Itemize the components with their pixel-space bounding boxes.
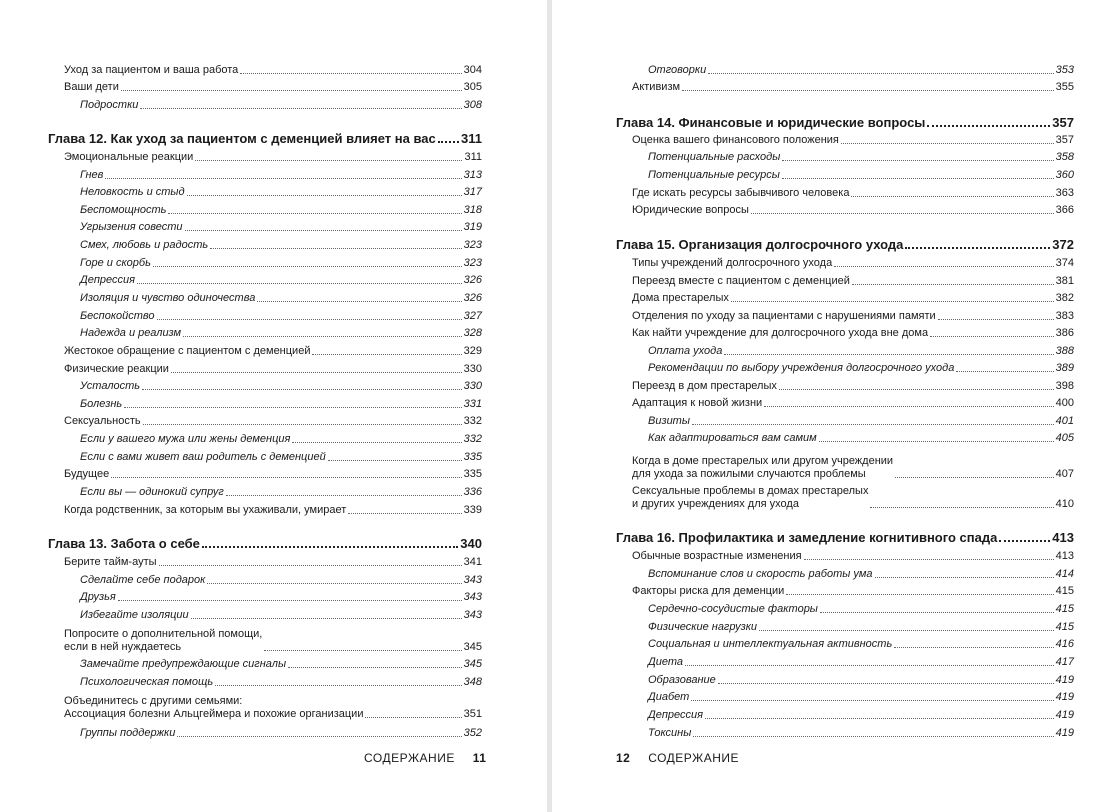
dot-leader [202,546,458,548]
entry-page-number: 353 [1055,64,1074,76]
chapter-heading [616,237,1074,252]
entry-page-number: 415 [1055,603,1074,615]
toc-entry [616,397,1074,410]
entry-title: Юридические вопросы [632,204,749,216]
entry-page-number: 335 [463,468,482,480]
dot-leader [240,73,461,74]
entry-title: Замечайте предупреждающие сигналы [80,658,287,670]
dot-leader [312,354,461,355]
dot-leader [875,577,1054,578]
dot-leader [927,125,1050,127]
entry-page-number: 416 [1055,638,1074,650]
entry-title: Избегайте изоляции [80,609,189,621]
entry-page-number: 326 [463,292,482,304]
dot-leader [159,565,462,566]
dot-leader [804,559,1054,560]
entry-title: Визиты [648,415,690,427]
dot-leader [191,618,462,619]
entry-title: Надежда и реализм [80,327,182,339]
entry-page-number: 339 [463,504,482,516]
toc-entry [616,81,1074,94]
entry-page-number: 343 [463,609,482,621]
toc-entry [48,398,482,411]
entry-page-number: 419 [1055,727,1074,739]
entry-title: Если вы — одинокий супруг [80,486,224,498]
entry-title: Когда в доме престарелых или другом учреждении для ухода за пожилыми случаются проблемы [632,455,894,480]
dot-leader [764,406,1053,407]
entry-page-number: 348 [463,676,482,688]
toc-entry [48,204,482,217]
dot-leader [894,647,1053,648]
entry-title: Уход за пациентом и ваша работа [64,64,239,76]
toc-entry [48,257,482,270]
entry-title: Типы учреждений долгосрочного ухода [632,257,833,269]
toc-entry [48,556,482,569]
entry-page-number: 383 [1055,310,1074,322]
entry-page-number: 335 [463,451,482,463]
dot-leader [264,650,461,651]
dot-leader [956,371,1053,372]
toc-entry [616,568,1074,581]
toc-entry [616,134,1074,147]
entry-title: Диабет [648,691,690,703]
entry-page-number: 413 [1052,530,1074,545]
dot-leader [841,143,1054,144]
entry-title: Отделения по уходу за пациентами с нарушениями памяти [632,310,936,322]
entry-page-number: 323 [463,257,482,269]
page-number: 11 [472,751,487,765]
entry-page-number: 331 [463,398,482,410]
toc-entry [48,292,482,305]
entry-title: Глава 13. Забота о себе [48,536,200,551]
dot-leader [438,141,459,143]
entry-page-number: 410 [1055,498,1074,510]
entry-page-number: 343 [463,574,482,586]
page-number: 12 [616,751,631,765]
entry-title: Депрессия [648,709,704,721]
toc-entry [48,433,482,446]
entry-title: Болезнь [80,398,123,410]
entry-page-number: 382 [1055,292,1074,304]
entry-title: Гнев [80,169,104,181]
entry-page-number: 329 [463,345,482,357]
entry-page-number: 341 [463,556,482,568]
dot-leader [751,213,1054,214]
entry-title: Эмоциональные реакции [64,151,194,163]
dot-leader [938,319,1054,320]
entry-title: Неловкость и стыд [80,186,185,198]
entry-title: Оплата ухода [648,345,723,357]
entry-page-number: 319 [463,221,482,233]
entry-page-number: 358 [1055,151,1074,163]
entry-title: Попросите о дополнительной помощи, если в ней нуждаетесь [64,628,263,653]
toc-entry [48,151,482,164]
entry-page-number: 372 [1052,237,1074,252]
toc-entry [616,327,1074,340]
entry-title: Ваши дети [64,81,119,93]
entry-title: Друзья [80,591,116,603]
dot-leader [782,178,1054,179]
entry-title: Переезд в дом престарелых [632,380,777,392]
entry-title: Глава 15. Организация долгосрочного ухода [616,237,904,252]
toc-entry [616,204,1074,217]
entry-page-number: 345 [463,658,482,670]
dot-leader [759,630,1054,631]
entry-title: Объединитесь с другими семьями: Ассоциация болезни Альцгеймера и похожие организации [64,695,364,720]
entry-page-number: 414 [1055,568,1074,580]
entry-title: Обычные возрастные изменения [632,550,802,562]
dot-leader [708,73,1053,74]
entry-page-number: 336 [463,486,482,498]
toc-entry [48,274,482,287]
entry-page-number: 419 [1055,709,1074,721]
entry-page-number: 340 [460,536,482,551]
entry-page-number: 389 [1055,362,1074,374]
dot-leader [786,594,1053,595]
entry-page-number: 415 [1055,621,1074,633]
entry-page-number: 328 [463,327,482,339]
dot-leader [692,424,1054,425]
dot-leader [691,700,1053,701]
toc-entry [48,186,482,199]
toc-entry [48,628,482,654]
entry-title: Когда родственник, за которым вы ухаживали, умирает [64,504,347,516]
right-page [552,0,1103,812]
toc-entry [48,380,482,393]
entry-title: Сексуальные проблемы в домах престарелых и других учреждениях для ухода [632,485,869,510]
toc-entry [616,187,1074,200]
entry-title: Факторы риска для деменции [632,585,785,597]
entry-page-number: 311 [461,131,482,146]
toc-entry [616,621,1074,634]
entry-title: Если с вами живет ваш родитель с деменцией [80,451,326,463]
entry-page-number: 318 [463,204,482,216]
entry-title: Вспоминание слов и скорость работы ума [648,568,873,580]
entry-page-number: 388 [1055,345,1074,357]
dot-leader [168,213,461,214]
dot-leader [782,160,1053,161]
entry-title: Социальная и интеллектуальная активность [648,638,893,650]
entry-title: Подростки [80,99,139,111]
entry-page-number: 332 [463,415,482,427]
entry-page-number: 311 [464,151,482,163]
entry-page-number: 366 [1055,204,1074,216]
entry-title: Переезд вместе с пациентом с деменцией [632,275,850,287]
dot-leader [834,266,1053,267]
toc-entry [48,468,482,481]
toc-entry [616,432,1074,445]
entry-page-number: 355 [1055,81,1074,93]
toc-entry [48,574,482,587]
entry-page-number: 360 [1055,169,1074,181]
entry-title: Жестокое обращение с пациентом с деменцией [64,345,311,357]
dot-leader [157,319,462,320]
dot-leader [693,736,1053,737]
entry-title: Беспокойство [80,310,155,322]
toc-entry [48,695,482,721]
dot-leader [851,196,1053,197]
chapter-heading [616,115,1074,130]
entry-title: Горе и скорбь [80,257,151,269]
toc-entry [48,415,482,428]
dot-leader [930,336,1054,337]
entry-title: Токсины [648,727,692,739]
dot-leader [185,230,462,231]
entry-title: Физические реакции [64,363,169,375]
toc-entry [48,64,482,77]
toc-entry [616,674,1074,687]
left-page [0,0,547,812]
entry-title: Оценка вашего финансового положения [632,134,839,146]
toc-entry [616,691,1074,704]
dot-leader [852,284,1054,285]
entry-title: Потенциальные ресурсы [648,169,780,181]
toc-entry [616,64,1074,77]
dot-leader [365,717,461,718]
entry-page-number: 330 [463,363,482,375]
toc-entry [48,221,482,234]
entry-title: Образование [648,674,716,686]
toc-entry [616,638,1074,651]
dot-leader [870,507,1053,508]
entry-page-number: 398 [1055,380,1074,392]
dot-leader [226,495,462,496]
entry-title: Берите тайм-ауты [64,556,157,568]
entry-page-number: 374 [1055,257,1074,269]
entry-page-number: 400 [1055,397,1074,409]
entry-title: Психологическая помощь [80,676,214,688]
dot-leader [682,90,1054,91]
toc-entry [616,275,1074,288]
toc-entry [616,550,1074,563]
entry-title: Глава 12. Как уход за пациентом с деменцией влияет на вас [48,131,436,146]
toc-entry [48,727,482,740]
entry-title: Беспомощность [80,204,167,216]
toc-entry [48,239,482,252]
dot-leader [905,247,1050,249]
entry-page-number: 417 [1055,656,1074,668]
dot-leader [820,612,1054,613]
dot-leader [121,90,462,91]
toc-entry [48,363,482,376]
entry-title: Как адаптироваться вам самим [648,432,817,444]
toc-entry [616,345,1074,358]
toc-entry [616,257,1074,270]
entry-title: Смех, любовь и радость [80,239,209,251]
entry-page-number: 419 [1055,674,1074,686]
entry-title: Адаптация к новой жизни [632,397,763,409]
entry-title: Депрессия [80,274,136,286]
dot-leader [257,301,461,302]
toc-entry [616,656,1074,669]
chapter-heading [48,131,482,146]
dot-leader [143,424,462,425]
dot-leader [142,389,462,390]
entry-page-number: 401 [1055,415,1074,427]
entry-title: Усталость [80,380,141,392]
toc-entry [616,709,1074,722]
page-footer-left [364,751,486,765]
entry-title: Угрызения совести [80,221,183,233]
entry-page-number: 305 [463,81,482,93]
dot-leader [718,683,1054,684]
toc-entry [48,345,482,358]
chapter-heading [616,530,1074,545]
toc-entry [48,504,482,517]
entry-title: Отговорки [648,64,707,76]
entry-page-number: 343 [463,591,482,603]
toc-entry [616,362,1074,375]
toc-entry [48,658,482,671]
entry-page-number: 363 [1055,187,1074,199]
toc-entry [48,676,482,689]
entry-page-number: 405 [1055,432,1074,444]
entry-page-number: 407 [1055,468,1074,480]
entry-page-number: 330 [463,380,482,392]
dot-leader [111,477,461,478]
entry-title: Будущее [64,468,110,480]
dot-leader [124,407,461,408]
dot-leader [171,372,462,373]
dot-leader [328,460,462,461]
toc-entry [616,380,1074,393]
toc-entry [616,310,1074,323]
entry-title: Глава 16. Профилактика и замедление когнитивного спада [616,530,998,545]
dot-leader [153,266,462,267]
dot-leader [292,442,461,443]
dot-leader [207,583,461,584]
entry-page-number: 351 [463,708,482,720]
dot-leader [348,513,461,514]
toc-entry [48,81,482,94]
toc-entry [48,327,482,340]
toc-entry [616,415,1074,428]
toc-entry [616,485,1074,511]
entry-title: Сделайте себе подарок [80,574,206,586]
entry-page-number: 415 [1055,585,1074,597]
entry-page-number: 317 [463,186,482,198]
entry-title: Сексуальность [64,415,141,427]
toc-entry [48,169,482,182]
entry-title: Диета [648,656,684,668]
entry-page-number: 308 [463,99,482,111]
dot-leader [705,718,1054,719]
entry-page-number: 326 [463,274,482,286]
entry-title: Потенциальные расходы [648,151,781,163]
entry-page-number: 419 [1055,691,1074,703]
entry-title: Где искать ресурсы забывчивого человека [632,187,850,199]
entry-page-number: 386 [1055,327,1074,339]
toc-entry [48,486,482,499]
toc-entry [616,727,1074,740]
toc-entry [48,99,482,112]
dot-leader [999,540,1050,542]
toc-entry [48,591,482,604]
entry-title: Как найти учреждение для долгосрочного ухода вне дома [632,327,929,339]
dot-leader [210,248,461,249]
toc-entry [616,603,1074,616]
dot-leader [183,336,462,337]
dot-leader [895,477,1054,478]
dot-leader [177,736,461,737]
entry-page-number: 352 [463,727,482,739]
chapter-heading [48,536,482,551]
dot-leader [118,600,462,601]
footer-label: СОДЕРЖАНИЕ [364,751,455,765]
entry-title: Сердечно-сосудистые факторы [648,603,818,615]
entry-page-number: 357 [1052,115,1074,130]
dot-leader [105,178,461,179]
entry-title: Физические нагрузки [648,621,758,633]
entry-title: Если у вашего мужа или жены деменция [80,433,291,445]
dot-leader [685,665,1054,666]
entry-page-number: 357 [1055,134,1074,146]
dot-leader [215,685,462,686]
entry-title: Рекомендации по выбору учреждения долгосрочного ухода [648,362,955,374]
dot-leader [819,441,1054,442]
toc-entry [616,151,1074,164]
dot-leader [187,195,462,196]
dot-leader [731,301,1054,302]
entry-title: Активизм [632,81,681,93]
dot-leader [195,160,462,161]
toc-entry [616,585,1074,598]
toc-entry [48,310,482,323]
dot-leader [779,389,1054,390]
entry-title: Дома престарелых [632,292,729,304]
entry-title: Группы поддержки [80,727,176,739]
toc-entry [616,455,1074,481]
entry-page-number: 323 [463,239,482,251]
entry-title: Глава 14. Финансовые и юридические вопросы [616,115,926,130]
entry-title: Изоляция и чувство одиночества [80,292,256,304]
footer-label: СОДЕРЖАНИЕ [648,751,740,765]
dot-leader [137,283,462,284]
dot-leader [724,354,1053,355]
entry-page-number: 327 [463,310,482,322]
dot-leader [288,667,462,668]
entry-page-number: 313 [463,169,482,181]
entry-page-number: 332 [463,433,482,445]
toc-entry [616,292,1074,305]
toc-entry [616,169,1074,182]
dot-leader [140,108,461,109]
entry-page-number: 304 [463,64,482,76]
entry-page-number: 413 [1055,550,1074,562]
page-footer-right [616,751,739,765]
toc-entry [48,451,482,464]
entry-page-number: 381 [1055,275,1074,287]
toc-entry [48,609,482,622]
entry-page-number: 345 [463,641,482,653]
